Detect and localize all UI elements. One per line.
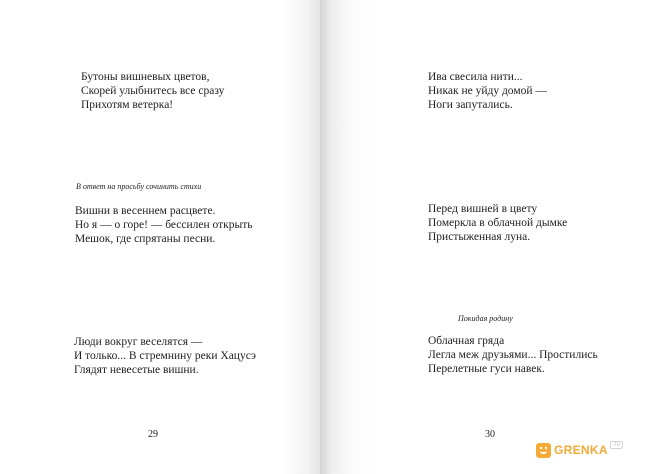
page-number: 30 bbox=[485, 429, 495, 440]
poem-line: Прихотям ветерка! bbox=[81, 99, 174, 111]
poem-line: Померкла в облачной дымке bbox=[428, 217, 568, 229]
poem-line: Бутоны вишневых цветов, bbox=[81, 71, 210, 83]
grenka-watermark bbox=[536, 441, 623, 459]
poem-line: Никак не уйду домой — bbox=[428, 85, 547, 97]
poem-stanza bbox=[428, 334, 598, 376]
poem-line: Ноги запутались. bbox=[428, 99, 513, 111]
right-page bbox=[322, 0, 645, 474]
poem-line: Ива свесила нити... bbox=[428, 71, 523, 83]
left-page bbox=[0, 0, 322, 474]
page-number: 29 bbox=[148, 429, 158, 440]
watermark-text: GRENKA bbox=[554, 443, 608, 457]
poem-line: Перед вишней в цвету bbox=[428, 203, 538, 215]
poem-line: Пристыженная луна. bbox=[428, 231, 531, 243]
poem-line: Но я — о горе! — бессилен открыть bbox=[75, 219, 253, 231]
poem-line: Мешок, где спрятаны песни. bbox=[75, 233, 216, 245]
poem-stanza bbox=[75, 204, 253, 246]
smile-icon bbox=[536, 443, 551, 458]
poem-line: Люди вокруг веселятся — bbox=[74, 336, 203, 348]
poem-stanza bbox=[428, 70, 547, 112]
poem-stanza bbox=[428, 202, 567, 244]
poem-line: Перелетные гуси навек. bbox=[428, 363, 545, 375]
watermark-tld: .ru bbox=[610, 441, 623, 449]
poem-line: Облачная гряда bbox=[428, 335, 505, 347]
poem-line: Легла меж друзьями... Простились bbox=[428, 349, 598, 361]
poem-stanza bbox=[74, 335, 256, 377]
poem-stanza bbox=[81, 70, 224, 112]
poem-line: И только... В стремнину реки Хацусэ bbox=[74, 350, 256, 362]
poem-line: Вишни в весеннем расцвете. bbox=[75, 205, 216, 217]
poem-heading: Покидая родину bbox=[458, 314, 513, 323]
poem-line: Скорей улыбнитесь все сразу bbox=[81, 85, 225, 97]
poem-line: Глядят невесетые вишни. bbox=[74, 364, 199, 376]
poem-heading: В ответ на просьбу сочинить стихи bbox=[76, 182, 202, 191]
